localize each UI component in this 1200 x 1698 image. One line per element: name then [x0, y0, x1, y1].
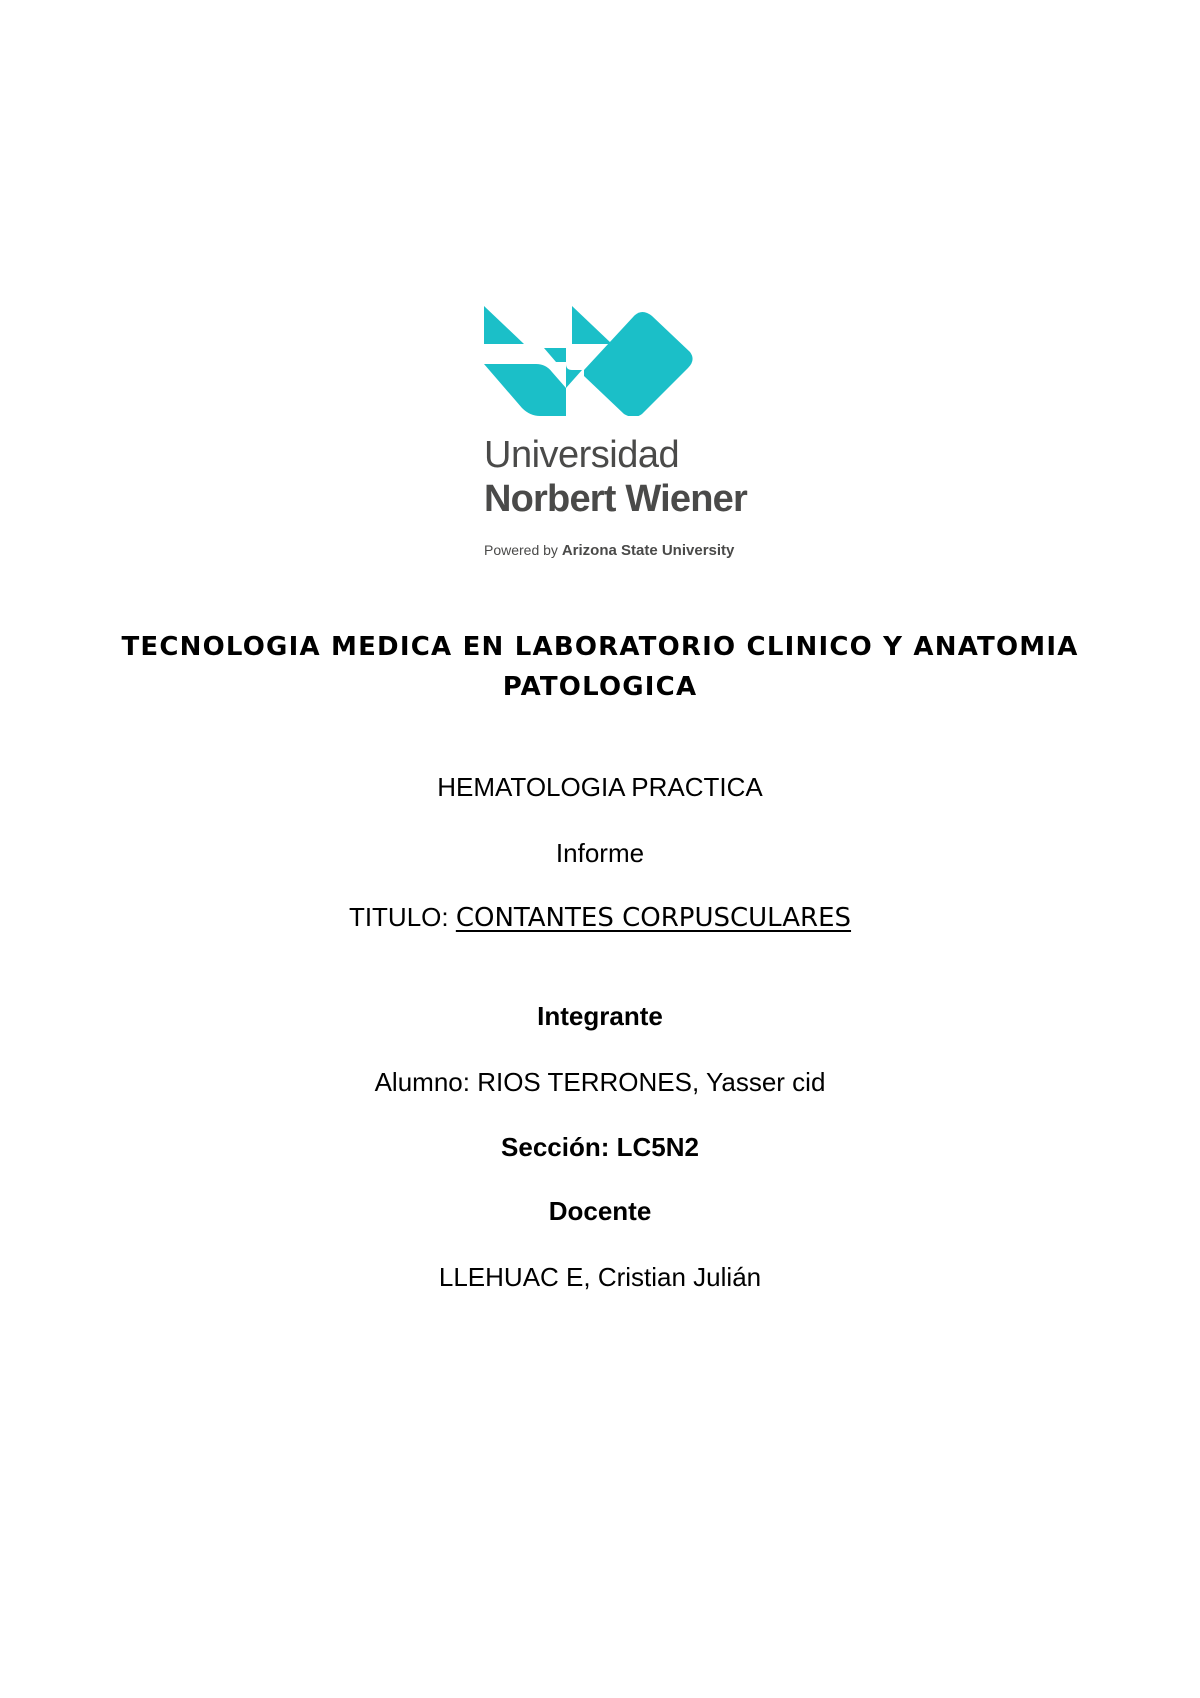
career-title-line-2: PATOLOGICA	[502, 672, 698, 702]
logo-mark-icon	[484, 306, 694, 416]
course-name: HEMATOLOGIA PRACTICA	[437, 772, 763, 802]
logo-powered-name: Arizona State University	[561, 542, 735, 559]
teacher-heading: Docente	[548, 1196, 652, 1226]
members-heading: Integrante	[537, 1001, 663, 1031]
teacher-name: LLEHUAC E, Cristian Julián	[438, 1262, 762, 1292]
report-type: Informe	[555, 838, 645, 868]
section-code: Sección: LC5N2	[501, 1132, 699, 1162]
university-logo	[484, 306, 774, 566]
report-title	[0, 902, 1200, 933]
logo-powered-prefix: Powered by	[484, 542, 558, 558]
logo-powered-by	[484, 542, 734, 559]
student-name: Alumno: RIOS TERRONES, Yasser cid	[374, 1067, 826, 1097]
logo-text-norbert-wiener: Norbert Wiener	[484, 478, 747, 520]
report-title-label: TITULO:	[348, 902, 449, 932]
logo-text-universidad: Universidad	[484, 434, 680, 476]
report-title-value: CONTANTES CORPUSCULARES	[455, 903, 852, 933]
career-title-line-1: TECNOLOGIA MEDICA EN LABORATORIO CLINICO Y ANATOMIA	[121, 632, 1079, 662]
